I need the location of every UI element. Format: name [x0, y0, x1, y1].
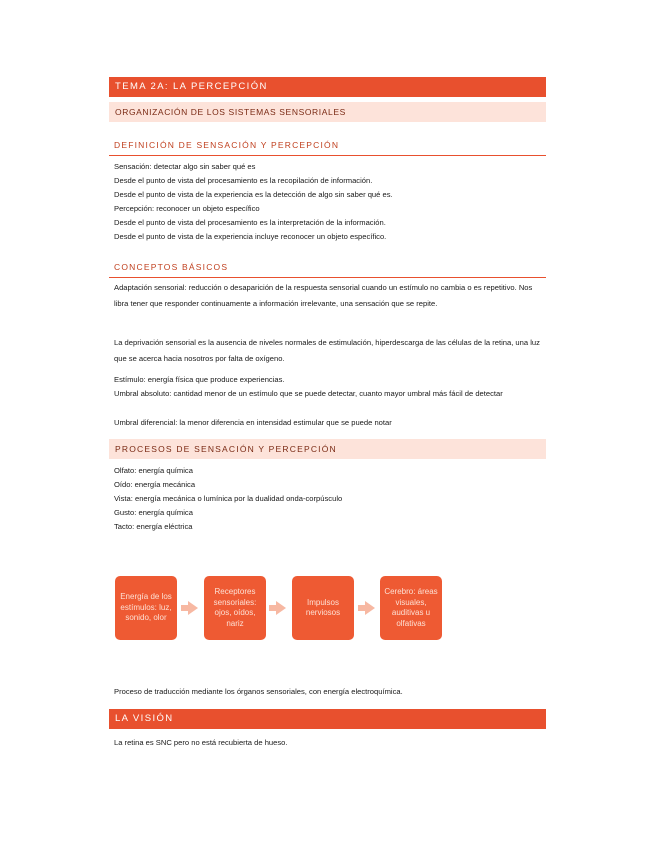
topic-title-bar: TEMA 2A: LA PERCEPCIÓN: [109, 77, 546, 97]
proceso-line: Gusto: energía química: [114, 508, 193, 517]
definicion-line: Desde el punto de vista del procesamiento es la interpretación de la información.: [114, 218, 386, 227]
deprivacion-paragraph: La deprivación sensorial es la ausencia de niveles normales de estimulación, hiperdescarga de las células de la retina, una luz que se acerca hacia nosotros por falta de oxígeno.: [114, 338, 540, 363]
arrow-right-icon: [188, 601, 198, 615]
diagram-box-cerebro: Cerebro: áreas visuales, auditivas u olfativas: [380, 576, 442, 640]
proceso-line: Oído: energía mecánica: [114, 480, 196, 489]
definicion-line: Sensación: detectar algo sin saber qué es: [114, 162, 256, 171]
diagram-caption: Proceso de traducción mediante los órganos sensoriales, con energía electroquímica.: [114, 687, 403, 696]
arrow-right-icon: [365, 601, 375, 615]
diagram-box-impulsos: Impulsos nerviosos: [292, 576, 354, 640]
definicion-line: Percepción: reconocer un objeto específico: [114, 204, 260, 213]
proceso-line: Vista: energía mecánica o lumínica por la dualidad onda-corpúsculo: [114, 494, 343, 503]
diagram-box-receptores: Receptores sensoriales: ojos, oídos, nariz: [204, 576, 266, 640]
definicion-heading: DEFINICIÓN DE SENSACIÓN Y PERCEPCIÓN: [109, 140, 546, 156]
vision-heading-bar: LA VISIÓN: [109, 709, 546, 729]
umbral-absoluto-paragraph: Umbral absoluto: cantidad menor de un estímulo que se puede detectar, cuanto mayor umbral más fácil de detectar: [114, 389, 503, 398]
estimulo-line: Estímulo: energía física que produce experiencias.: [114, 375, 285, 384]
arrow-right-icon: [276, 601, 286, 615]
diagram-box-estimulos: Energía de los estímulos: luz, sonido, olor: [115, 576, 177, 640]
section-subtitle-bar: ORGANIZACIÓN DE LOS SISTEMAS SENSORIALES: [109, 102, 546, 122]
procesos-text: [114, 464, 542, 534]
conceptos-heading: CONCEPTOS BÁSICOS: [109, 262, 546, 278]
vision-text: La retina es SNC pero no está recubierta de hueso.: [114, 738, 288, 747]
procesos-heading: PROCESOS DE SENSACIÓN Y PERCEPCIÓN: [109, 439, 546, 459]
proceso-line: Tacto: energía eléctrica: [114, 522, 193, 531]
definicion-text: [114, 160, 542, 244]
definicion-line: Desde el punto de vista de la experiencia incluye reconocer un objeto específico.: [114, 232, 387, 241]
definicion-line: Desde el punto de vista de la experiencia es la detección de algo sin saber qué es.: [114, 190, 393, 199]
proceso-line: Olfato: energía química: [114, 466, 193, 475]
definicion-line: Desde el punto de vista del procesamiento es la recopilación de información.: [114, 176, 373, 185]
adaptacion-paragraph: Adaptación sensorial: reducción o desaparición de la respuesta sensorial cuando un estímulo no cambia o es repetitivo. Nos libra tener que responder continuamente a información irrelevante, una sensación que se repite.: [114, 283, 533, 308]
umbral-diferencial-line: Umbral diferencial: la menor diferencia en intensidad estimular que se puede notar: [114, 418, 392, 427]
